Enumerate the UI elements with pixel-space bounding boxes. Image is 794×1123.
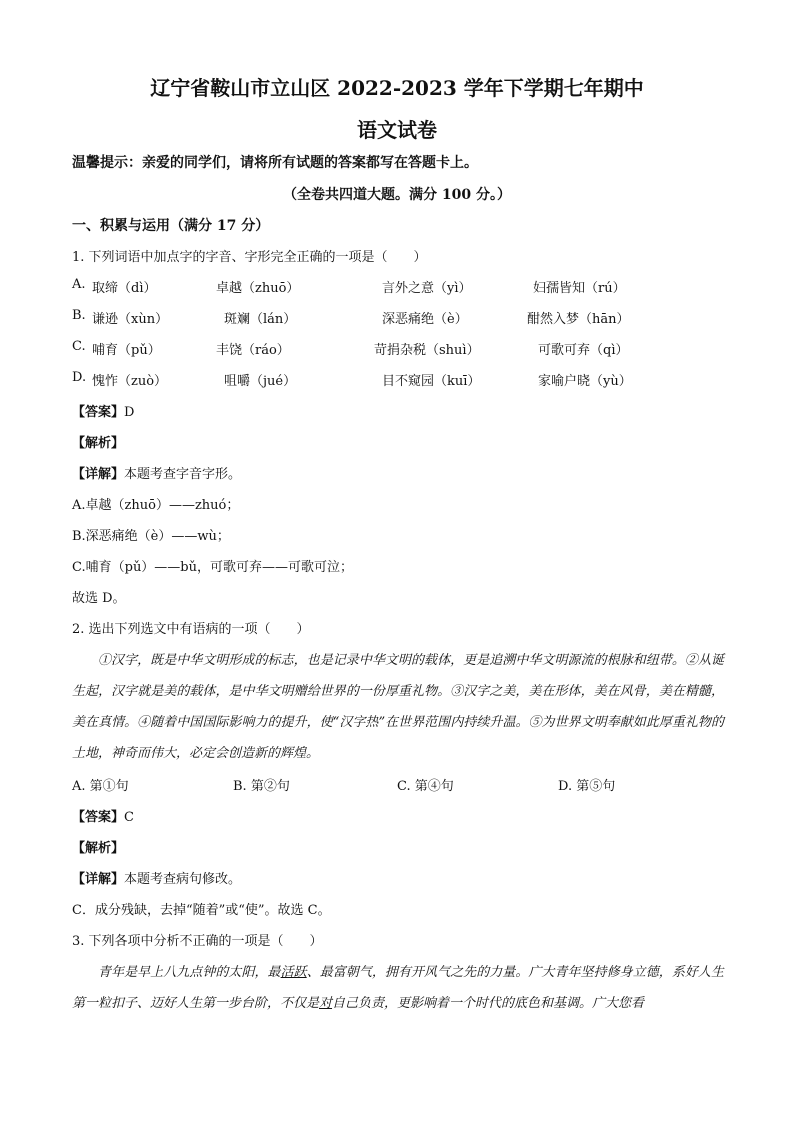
q2-option: A. 第①句	[72, 779, 129, 794]
total-score: （全卷共四道大题。满分 100 分。）	[283, 187, 511, 203]
answer-tag: 【答案】	[72, 810, 125, 825]
q2-answer	[72, 806, 134, 825]
q1-option-item: 谦逊（xùn）	[92, 312, 169, 327]
q2-explanation-line: C．成分残缺，去掉“随着”或“使”。故选 C。	[72, 903, 331, 918]
answer-tag: 【答案】	[72, 405, 125, 420]
detail-tag: 【详解】	[72, 467, 125, 482]
q1-option-item: 咀嚼（jué）	[224, 374, 297, 389]
q1-option-item: 言外之意（yì）	[382, 281, 472, 296]
q1-option-item: 酣然入梦（hān）	[527, 312, 630, 327]
q1-option-item: 取缔（dì）	[92, 281, 157, 296]
q1-explanation-line: 故选 D。	[72, 591, 126, 606]
answer-value: C	[124, 810, 134, 825]
q2-option: C. 第④句	[397, 779, 454, 794]
q1-option-item: 苛捐杂税（shuì）	[374, 343, 480, 358]
q2-option: D. 第⑤句	[558, 779, 616, 794]
section-heading: 一、积累与运用（满分 17 分）	[72, 218, 270, 234]
q2-option: B. 第②句	[233, 779, 290, 794]
detail-tag: 【详解】	[72, 872, 125, 887]
exam-subtitle: 语文试卷	[357, 118, 437, 142]
q3-passage	[72, 957, 724, 1019]
q3-stem: 3. 下列各项中分析不正确的一项是（ ）	[72, 934, 323, 949]
q2-analysis-tag: 【解析】	[72, 841, 125, 856]
answer-value: D	[124, 405, 135, 420]
q1-option-item: 卓越（zhuō）	[216, 281, 300, 296]
q3-text-part: 自己负责，更影响着一个时代的底色和基调。广大您看	[332, 996, 645, 1011]
q1-detail	[72, 463, 241, 482]
q1-explanation-line: C.哺育（pǔ）——bǔ，可歌可弃——可歌可泣；	[72, 560, 354, 575]
q1-option-item: 妇孺皆知（rú）	[533, 281, 626, 296]
q1-option-item: 家喻户晓（yù）	[538, 374, 632, 389]
q1-option-label: A.	[72, 277, 86, 292]
q1-option-label: B.	[72, 308, 86, 323]
q3-text-part: 、最富朝气，拥有开风气之先的力量。广大青年坚持修身立德，系好人生第一粒扣子、迈好人生第一步台阶，不仅是	[72, 965, 724, 1011]
q1-option-item: 可歌可弃（qì）	[538, 343, 629, 358]
detail-text: 本题考查病句修改。	[124, 872, 242, 887]
q1-option-item: 愧怍（zuò）	[92, 374, 168, 389]
q1-option-item: 哺育（pǔ）	[92, 343, 161, 358]
q1-stem: 1. 下列词语中加点字的字音、字形完全正确的一项是（ ）	[72, 250, 427, 265]
q1-option-item: 深恶痛绝（è）	[382, 312, 468, 327]
q1-answer	[72, 401, 134, 420]
q3-underlined-word: 对	[319, 996, 333, 1011]
q3-passage-text	[72, 957, 724, 1019]
q3-text-part: 青年是早上八九点钟的太阳，最	[98, 965, 281, 980]
q2-stem: 2. 选出下列选文中有语病的一项（ ）	[72, 622, 310, 637]
q1-explanation-line: A.卓越（zhuō）——zhuó；	[72, 498, 240, 513]
q2-detail	[72, 868, 241, 887]
q1-option-label: C.	[72, 339, 86, 354]
q1-option-label: D.	[72, 370, 87, 385]
q1-analysis-tag: 【解析】	[72, 436, 125, 451]
q1-explanation-line: B.深恶痛绝（è）——wù；	[72, 529, 230, 544]
notice: 温馨提示：亲爱的同学们，请将所有试题的答案都写在答题卡上。	[72, 155, 478, 171]
q2-passage	[72, 645, 724, 769]
q1-option-item: 丰饶（ráo）	[216, 343, 290, 358]
q1-option-item: 目不窥园（kuī）	[382, 374, 481, 389]
detail-text: 本题考查字音字形。	[124, 467, 242, 482]
exam-title: 辽宁省鞍山市立山区 2022-2023 学年下学期七年期中	[150, 76, 644, 100]
q3-underlined-word: 活跃	[280, 965, 307, 980]
q2-passage-text: ①汉字，既是中华文明形成的标志，也是记录中华文明的载体，更是追溯中华文明源流的根脉和纽带。②从诞生起，汉字就是美的载体，是中华文明赠给世界的一份厚重礼物。③汉字之美，美在形体，美在风骨，美在精髓，美在真情。④随着中国国际影响力的提升，使“汉字热”在世界范围内持续升温。⑤为世界文明奉献如此厚重礼物的土地，神奇而伟大，必定会创造新的辉煌。	[72, 653, 724, 761]
q1-option-item: 斑斓（lán）	[224, 312, 297, 327]
